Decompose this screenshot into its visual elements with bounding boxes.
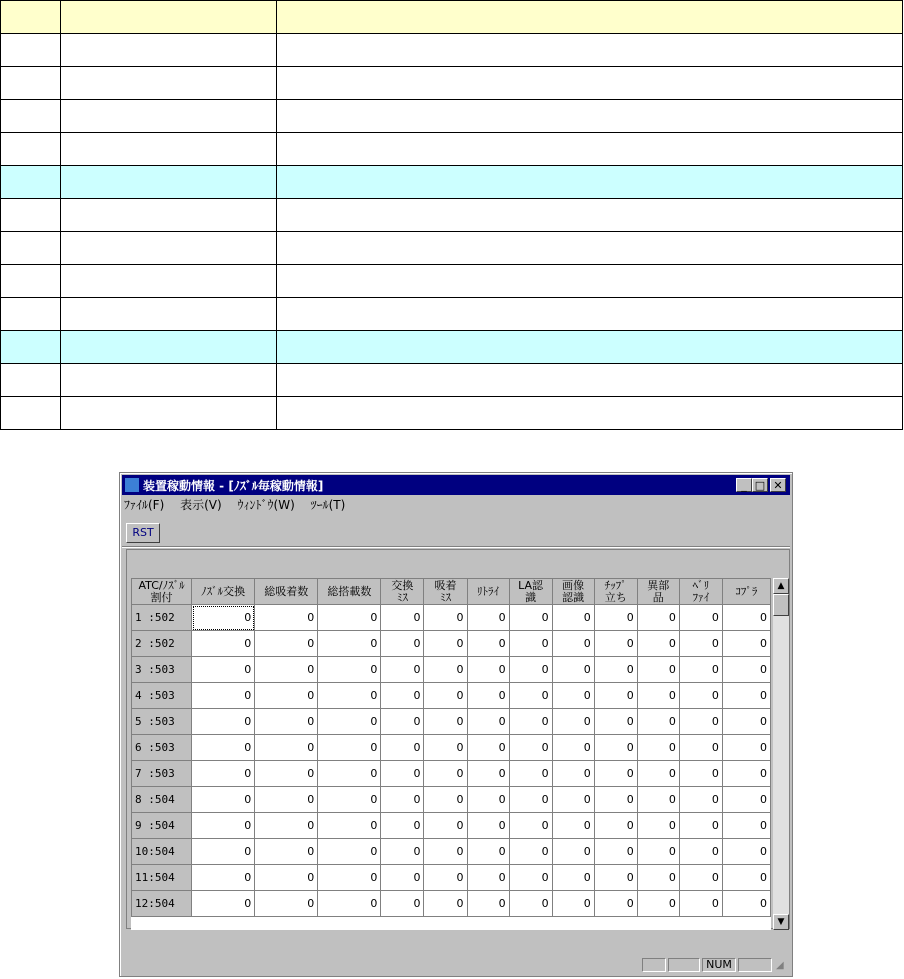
grid-cell[interactable]: 0 xyxy=(509,813,552,839)
grid-cell[interactable]: 0 xyxy=(381,709,424,735)
grid-cell[interactable]: 0 xyxy=(192,631,255,657)
grid-cell[interactable]: 0 xyxy=(594,891,637,917)
outline-cell xyxy=(277,397,903,430)
grid-cell[interactable]: 0 xyxy=(679,709,722,735)
grid-cell[interactable]: 0 xyxy=(552,735,594,761)
table-row xyxy=(132,891,771,917)
grid-cell[interactable]: 0 xyxy=(318,631,381,657)
grid-cell[interactable]: 0 xyxy=(318,735,381,761)
menu-window[interactable]: ｳｨﾝﾄﾞｳ(W) xyxy=(237,498,295,512)
grid-cell[interactable]: 0 xyxy=(192,787,255,813)
grid-cell[interactable]: 0 xyxy=(594,657,637,683)
outline-cell xyxy=(61,100,277,133)
grid-cell[interactable]: 0 xyxy=(552,709,594,735)
grid-cell[interactable]: 0 xyxy=(255,891,318,917)
row-header[interactable]: 4 :503 xyxy=(132,683,192,709)
grid-cell[interactable]: 0 xyxy=(594,735,637,761)
grid-cell[interactable]: 0 xyxy=(722,761,770,787)
toolbar-separator xyxy=(122,546,790,548)
table-row xyxy=(132,761,771,787)
grid-cell[interactable]: 0 xyxy=(467,657,509,683)
grid-cell[interactable]: 0 xyxy=(192,605,255,631)
outline-table xyxy=(0,0,903,430)
grid-cell[interactable]: 0 xyxy=(722,709,770,735)
grid-cell[interactable]: 0 xyxy=(722,657,770,683)
grid-cell[interactable]: 0 xyxy=(255,865,318,891)
grid-cell[interactable]: 0 xyxy=(255,761,318,787)
outline-row xyxy=(1,298,903,331)
grid-cell[interactable]: 0 xyxy=(509,839,552,865)
grid-cell[interactable]: 0 xyxy=(679,839,722,865)
outline-cell xyxy=(277,364,903,397)
grid-cell[interactable]: 0 xyxy=(637,605,679,631)
grid-cell[interactable]: 0 xyxy=(424,787,467,813)
grid-cell[interactable]: 0 xyxy=(467,761,509,787)
grid-cell[interactable]: 0 xyxy=(509,657,552,683)
grid-cell[interactable]: 0 xyxy=(679,657,722,683)
grid-cell[interactable]: 0 xyxy=(424,657,467,683)
grid-cell[interactable]: 0 xyxy=(255,813,318,839)
outline-cell xyxy=(1,397,61,430)
outline-row xyxy=(1,232,903,265)
grid-cell[interactable]: 0 xyxy=(424,709,467,735)
grid-cell[interactable]: 0 xyxy=(381,839,424,865)
grid-cell[interactable]: 0 xyxy=(192,761,255,787)
row-header[interactable]: 10:504 xyxy=(132,839,192,865)
grid-cell[interactable]: 0 xyxy=(509,605,552,631)
grid-cell[interactable]: 0 xyxy=(424,891,467,917)
outline-cell xyxy=(277,265,903,298)
grid-cell[interactable]: 0 xyxy=(381,631,424,657)
status-num: NUM xyxy=(702,958,736,972)
grid-cell[interactable]: 0 xyxy=(509,891,552,917)
grid-cell[interactable]: 0 xyxy=(192,709,255,735)
minimize-button[interactable]: _ xyxy=(736,478,752,492)
grid-cell[interactable]: 0 xyxy=(381,891,424,917)
grid-cell[interactable]: 0 xyxy=(679,631,722,657)
grid-cell[interactable]: 0 xyxy=(381,683,424,709)
status-pane-4 xyxy=(738,958,772,972)
scroll-down-icon[interactable]: ▼ xyxy=(773,914,789,930)
grid-cell[interactable]: 0 xyxy=(467,683,509,709)
grid-cell[interactable]: 0 xyxy=(594,787,637,813)
column-header[interactable]: 交換 ﾐｽ xyxy=(381,579,424,605)
grid-cell[interactable]: 0 xyxy=(594,761,637,787)
table-row xyxy=(132,839,771,865)
grid-cell[interactable]: 0 xyxy=(424,813,467,839)
grid-cell[interactable]: 0 xyxy=(467,631,509,657)
grid-cell[interactable]: 0 xyxy=(255,657,318,683)
outline-cell xyxy=(61,1,277,34)
outline-cell xyxy=(1,1,61,34)
grid-cell[interactable]: 0 xyxy=(255,709,318,735)
status-bar xyxy=(122,956,790,974)
outline-cell xyxy=(61,265,277,298)
row-header[interactable]: 3 :503 xyxy=(132,657,192,683)
grid-cell[interactable]: 0 xyxy=(192,683,255,709)
outline-cell xyxy=(61,397,277,430)
grid-cell[interactable]: 0 xyxy=(318,657,381,683)
outline-row xyxy=(1,331,903,364)
outline-row xyxy=(1,1,903,34)
row-header[interactable]: 1 :502 xyxy=(132,605,192,631)
outline-cell xyxy=(1,331,61,364)
table-row xyxy=(132,605,771,631)
app-window xyxy=(119,472,793,977)
grid-cell[interactable]: 0 xyxy=(255,735,318,761)
row-header[interactable]: 2 :502 xyxy=(132,631,192,657)
outline-cell xyxy=(61,199,277,232)
outline-row xyxy=(1,67,903,100)
outline-row xyxy=(1,199,903,232)
resize-grip-icon[interactable]: ◢ xyxy=(776,960,784,971)
table-row xyxy=(132,631,771,657)
grid-cell[interactable]: 0 xyxy=(318,761,381,787)
outline-cell xyxy=(1,298,61,331)
grid-cell[interactable]: 0 xyxy=(594,813,637,839)
grid-cell[interactable]: 0 xyxy=(381,657,424,683)
grid-cell[interactable]: 0 xyxy=(509,761,552,787)
outline-cell xyxy=(61,34,277,67)
grid-cell[interactable]: 0 xyxy=(467,605,509,631)
grid-cell[interactable]: 0 xyxy=(381,735,424,761)
grid-cell[interactable]: 0 xyxy=(509,683,552,709)
grid-cell[interactable]: 0 xyxy=(552,839,594,865)
outline-cell xyxy=(61,133,277,166)
grid-cell[interactable]: 0 xyxy=(594,605,637,631)
grid-cell[interactable]: 0 xyxy=(594,839,637,865)
maximize-button[interactable]: □ xyxy=(752,478,768,492)
grid-cell[interactable]: 0 xyxy=(552,631,594,657)
row-header[interactable]: 12:504 xyxy=(132,891,192,917)
grid-cell[interactable]: 0 xyxy=(637,683,679,709)
column-header[interactable]: LA認 識 xyxy=(509,579,552,605)
rst-button[interactable]: RST xyxy=(126,523,160,543)
app-icon xyxy=(125,478,139,492)
outline-cell xyxy=(61,67,277,100)
table-row xyxy=(132,709,771,735)
grid-cell[interactable]: 0 xyxy=(552,683,594,709)
column-header[interactable]: ﾍﾞﾘ ﾌｧｲ xyxy=(679,579,722,605)
grid-cell[interactable]: 0 xyxy=(594,709,637,735)
grid-cell[interactable]: 0 xyxy=(637,839,679,865)
grid-cell[interactable]: 0 xyxy=(679,813,722,839)
grid-cell[interactable]: 0 xyxy=(637,891,679,917)
grid-cell[interactable]: 0 xyxy=(381,787,424,813)
grid-cell[interactable]: 0 xyxy=(722,683,770,709)
grid-cell[interactable]: 0 xyxy=(637,787,679,813)
grid-cell[interactable]: 0 xyxy=(722,605,770,631)
grid-cell[interactable]: 0 xyxy=(192,735,255,761)
grid-cell[interactable]: 0 xyxy=(722,839,770,865)
grid-cell[interactable]: 0 xyxy=(318,605,381,631)
outline-cell xyxy=(277,232,903,265)
outline-cell xyxy=(61,364,277,397)
outline-cell xyxy=(277,199,903,232)
grid-cell[interactable]: 0 xyxy=(255,839,318,865)
column-header[interactable]: 画像 認識 xyxy=(552,579,594,605)
table-row xyxy=(132,813,771,839)
grid-cell[interactable]: 0 xyxy=(255,605,318,631)
outline-row xyxy=(1,100,903,133)
grid-cell[interactable]: 0 xyxy=(424,839,467,865)
grid-cell[interactable]: 0 xyxy=(467,787,509,813)
row-header[interactable]: 5 :503 xyxy=(132,709,192,735)
grid-cell[interactable]: 0 xyxy=(509,787,552,813)
table-row xyxy=(132,787,771,813)
grid-cell[interactable]: 0 xyxy=(552,657,594,683)
grid-cell[interactable]: 0 xyxy=(381,865,424,891)
grid-cell[interactable]: 0 xyxy=(594,865,637,891)
outline-cell xyxy=(277,298,903,331)
grid-cell[interactable]: 0 xyxy=(255,683,318,709)
grid-cell[interactable]: 0 xyxy=(552,787,594,813)
grid-cell[interactable]: 0 xyxy=(192,891,255,917)
outline-cell xyxy=(277,67,903,100)
outline-cell xyxy=(277,34,903,67)
scroll-thumb[interactable] xyxy=(773,594,789,616)
grid-cell[interactable]: 0 xyxy=(679,683,722,709)
grid-cell[interactable]: 0 xyxy=(318,891,381,917)
column-header[interactable]: ｺﾌﾟﾗ xyxy=(722,579,770,605)
grid-cell[interactable]: 0 xyxy=(318,787,381,813)
outline-cell xyxy=(61,232,277,265)
grid-corner-header[interactable]: ATC/ﾉｽﾞﾙ 割付 xyxy=(132,579,192,605)
grid-cell[interactable]: 0 xyxy=(424,761,467,787)
menu-view[interactable]: 表示(V) xyxy=(180,498,222,512)
outline-cell xyxy=(61,331,277,364)
outline-row xyxy=(1,166,903,199)
grid-cell[interactable]: 0 xyxy=(722,891,770,917)
menu-tools[interactable]: ﾂｰﾙ(T) xyxy=(310,498,346,512)
grid-cell[interactable]: 0 xyxy=(255,631,318,657)
outline-cell xyxy=(1,265,61,298)
grid-cell[interactable]: 0 xyxy=(467,735,509,761)
menu-file[interactable]: ﾌｧｲﾙ(F) xyxy=(124,498,165,512)
vertical-scrollbar[interactable] xyxy=(773,578,789,930)
status-pane-1 xyxy=(642,958,666,972)
table-row xyxy=(132,735,771,761)
outline-cell xyxy=(277,100,903,133)
outline-row xyxy=(1,364,903,397)
column-header[interactable]: ﾉｽﾞﾙ交換 xyxy=(192,579,255,605)
grid-cell[interactable]: 0 xyxy=(467,839,509,865)
grid-cell[interactable]: 0 xyxy=(318,813,381,839)
status-pane-2 xyxy=(668,958,700,972)
grid-cell[interactable]: 0 xyxy=(424,631,467,657)
outline-cell xyxy=(1,199,61,232)
close-button[interactable]: ✕ xyxy=(770,478,786,492)
grid-cell[interactable]: 0 xyxy=(637,865,679,891)
grid-cell[interactable]: 0 xyxy=(192,839,255,865)
grid-cell[interactable]: 0 xyxy=(552,605,594,631)
outline-row xyxy=(1,133,903,166)
grid-cell[interactable]: 0 xyxy=(679,891,722,917)
grid-cell[interactable]: 0 xyxy=(637,761,679,787)
outline-cell xyxy=(277,133,903,166)
grid-cell[interactable]: 0 xyxy=(467,709,509,735)
grid-cell[interactable]: 0 xyxy=(552,865,594,891)
outline-cell xyxy=(1,100,61,133)
grid-cell[interactable]: 0 xyxy=(192,657,255,683)
grid-cell[interactable]: 0 xyxy=(509,735,552,761)
grid-cell[interactable]: 0 xyxy=(552,761,594,787)
outline-cell xyxy=(1,133,61,166)
grid-cell[interactable]: 0 xyxy=(381,813,424,839)
row-header[interactable]: 8 :504 xyxy=(132,787,192,813)
grid-cell[interactable]: 0 xyxy=(192,865,255,891)
column-header[interactable]: 総吸着数 xyxy=(255,579,318,605)
table-row xyxy=(132,683,771,709)
grid-cell[interactable]: 0 xyxy=(722,735,770,761)
outline-cell xyxy=(61,166,277,199)
grid-cell[interactable]: 0 xyxy=(722,631,770,657)
outline-cell xyxy=(1,364,61,397)
grid-cell[interactable]: 0 xyxy=(679,865,722,891)
grid-cell[interactable]: 0 xyxy=(318,865,381,891)
window-title: 装置稼動情報 - [ﾉｽﾞﾙ毎稼動情報] xyxy=(143,479,324,493)
grid-cell[interactable]: 0 xyxy=(679,735,722,761)
outline-cell xyxy=(61,298,277,331)
outline-cell xyxy=(1,166,61,199)
table-row xyxy=(132,657,771,683)
grid-cell[interactable]: 0 xyxy=(467,891,509,917)
row-header[interactable]: 11:504 xyxy=(132,865,192,891)
grid-cell[interactable]: 0 xyxy=(722,865,770,891)
grid-panel xyxy=(126,549,790,929)
grid-cell[interactable]: 0 xyxy=(424,865,467,891)
grid-cell[interactable]: 0 xyxy=(255,787,318,813)
grid-cell[interactable]: 0 xyxy=(318,709,381,735)
grid-cell[interactable]: 0 xyxy=(467,865,509,891)
column-header[interactable]: ﾁｯﾌﾟ 立ち xyxy=(594,579,637,605)
table-row xyxy=(132,865,771,891)
grid-cell[interactable]: 0 xyxy=(637,735,679,761)
grid-cell[interactable]: 0 xyxy=(424,683,467,709)
row-header[interactable]: 6 :503 xyxy=(132,735,192,761)
grid-cell[interactable]: 0 xyxy=(637,657,679,683)
grid-cell[interactable]: 0 xyxy=(318,839,381,865)
grid-cell[interactable]: 0 xyxy=(679,761,722,787)
grid-cell[interactable]: 0 xyxy=(509,709,552,735)
grid-cell[interactable]: 0 xyxy=(552,813,594,839)
outline-row xyxy=(1,397,903,430)
grid-cell[interactable]: 0 xyxy=(679,605,722,631)
grid-cell[interactable]: 0 xyxy=(594,683,637,709)
column-header[interactable]: 総搭載数 xyxy=(318,579,381,605)
column-header[interactable]: ﾘﾄﾗｲ xyxy=(467,579,509,605)
column-header[interactable]: 異部 品 xyxy=(637,579,679,605)
title-bar[interactable] xyxy=(122,475,790,495)
grid-cell[interactable]: 0 xyxy=(722,813,770,839)
scroll-up-icon[interactable]: ▲ xyxy=(773,578,789,594)
grid-cell[interactable]: 0 xyxy=(594,631,637,657)
row-header[interactable]: 9 :504 xyxy=(132,813,192,839)
grid-cell[interactable]: 0 xyxy=(467,813,509,839)
outline-cell xyxy=(1,34,61,67)
grid-cell[interactable]: 0 xyxy=(424,605,467,631)
outline-cell xyxy=(1,232,61,265)
grid-cell[interactable]: 0 xyxy=(637,709,679,735)
outline-cell xyxy=(277,331,903,364)
grid-cell[interactable]: 0 xyxy=(679,787,722,813)
grid-cell[interactable]: 0 xyxy=(381,605,424,631)
data-grid[interactable] xyxy=(131,578,771,930)
outline-cell xyxy=(1,67,61,100)
row-header[interactable]: 7 :503 xyxy=(132,761,192,787)
grid-cell[interactable]: 0 xyxy=(381,761,424,787)
grid-cell[interactable]: 0 xyxy=(192,813,255,839)
grid-cell[interactable]: 0 xyxy=(509,631,552,657)
column-header[interactable]: 吸着 ﾐｽ xyxy=(424,579,467,605)
outline-row xyxy=(1,265,903,298)
grid-cell[interactable]: 0 xyxy=(637,813,679,839)
grid-cell[interactable]: 0 xyxy=(552,891,594,917)
outline-cell xyxy=(277,166,903,199)
grid-cell[interactable]: 0 xyxy=(637,631,679,657)
grid-cell[interactable]: 0 xyxy=(509,865,552,891)
grid-cell[interactable]: 0 xyxy=(722,787,770,813)
outline-row xyxy=(1,34,903,67)
outline-cell xyxy=(277,1,903,34)
grid-cell[interactable]: 0 xyxy=(424,735,467,761)
menu-bar xyxy=(124,496,357,514)
grid-cell[interactable]: 0 xyxy=(318,683,381,709)
